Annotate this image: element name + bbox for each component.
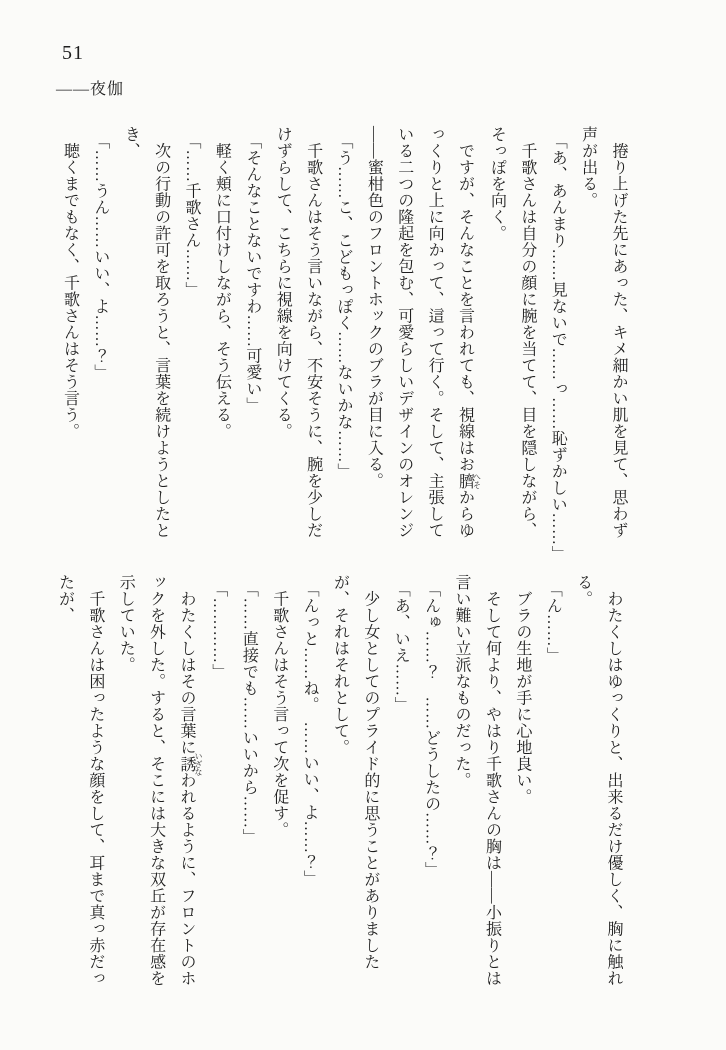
text-line: き、 <box>122 126 140 159</box>
text-line: 千歌さんは自分の顔に腕を当てて、目を隠しながら、 <box>518 126 536 539</box>
page-number: 51 <box>62 42 84 64</box>
text-line: 「んっと……ね。 ……いい、よ……？」 <box>301 581 319 887</box>
text-line: 少し女としてのプライド的に思うことがありました <box>361 574 379 970</box>
text-line: っくりと上に向かって、這って行く。そして、主張して <box>426 126 444 539</box>
lower-text-block <box>48 574 628 1014</box>
text-line: わたくしはその言葉に誘 いざなわれるように、フロントのホ <box>178 574 204 987</box>
text-line: いる二つの隆起を包む、可愛らしいデザインのオレンジ <box>395 126 413 539</box>
text-line: る。 <box>574 574 592 607</box>
text-line: ックを外した。すると、そこには大きな双丘が存在感を <box>147 574 165 987</box>
text-line: 千歌さんはそう言いながら、不安そうに、腕を少しだ <box>304 126 322 539</box>
text-line: ですが、そんなことを言われても、視線はお臍 へそからゆ <box>456 126 482 539</box>
text-line: 声が出る。 <box>579 126 597 209</box>
furigana-ruby: 臍 へそ <box>456 472 482 489</box>
text-line: 聴くまでもなく、千歌さんはそう言う。 <box>61 126 79 440</box>
text-line: そして何より、やはり千歌さんの胸は――小振りとは <box>483 574 501 987</box>
text-line: 「……千歌さん……」 <box>183 133 201 299</box>
text-line: わたくしはゆっくりと、出来るだけ優しく、胸に触れ <box>605 574 622 987</box>
text-line: そっぽを向く。 <box>488 126 506 242</box>
text-line: 言い難い立派なものだった。 <box>453 574 471 789</box>
text-line: 千歌さんはそう言って次を促す。 <box>270 574 288 838</box>
text-line: 「…………」 <box>209 581 227 681</box>
text-line: 千歌さんは困ったような顔をして、耳まで真っ赤だっ <box>86 574 104 987</box>
text-line: 捲り上げた先にあった、キメ細かい肌を見て、思わず <box>610 126 627 539</box>
furigana-ruby: 誘 いざな <box>178 751 204 776</box>
text-line: 「そんなことないですわ……可愛い」 <box>243 133 261 414</box>
text-line: 「ん……」 <box>544 581 562 664</box>
upper-text-block <box>53 126 633 563</box>
text-line: 次の行動の許可を取ろうと、言葉を続けようとしたと <box>152 126 170 539</box>
text-line: 示していた。 <box>117 574 135 673</box>
text-line: 「んゅ……？ ……どうしたの……？」 <box>422 581 440 879</box>
text-line: 「う……こ、こどもっぽく……ないかな……」 <box>334 133 352 480</box>
text-line: けずらして、こちらに視線を向けてくる。 <box>274 126 292 440</box>
text-line: 「……直接でも……いいから……」 <box>240 581 258 846</box>
text-line: 「……うん……いい、よ……？」 <box>91 133 109 381</box>
chapter-running-title: ――夜伽 <box>56 81 125 98</box>
text-line: が、それはそれとして。 <box>331 574 349 756</box>
text-line: 「あ、あんまり……見ないで……っ……恥ずかしい……」 <box>549 133 567 563</box>
text-line: 軽く頬に口付けしながら、そう伝える。 <box>213 126 231 440</box>
text-line: たが、 <box>56 574 74 624</box>
text-line: ――蜜柑色のフロントホックのブラが目に入る。 <box>365 126 383 489</box>
text-line: 「あ、いえ……」 <box>392 581 410 714</box>
text-line: ブラの生地が手に心地良い。 <box>513 574 531 805</box>
